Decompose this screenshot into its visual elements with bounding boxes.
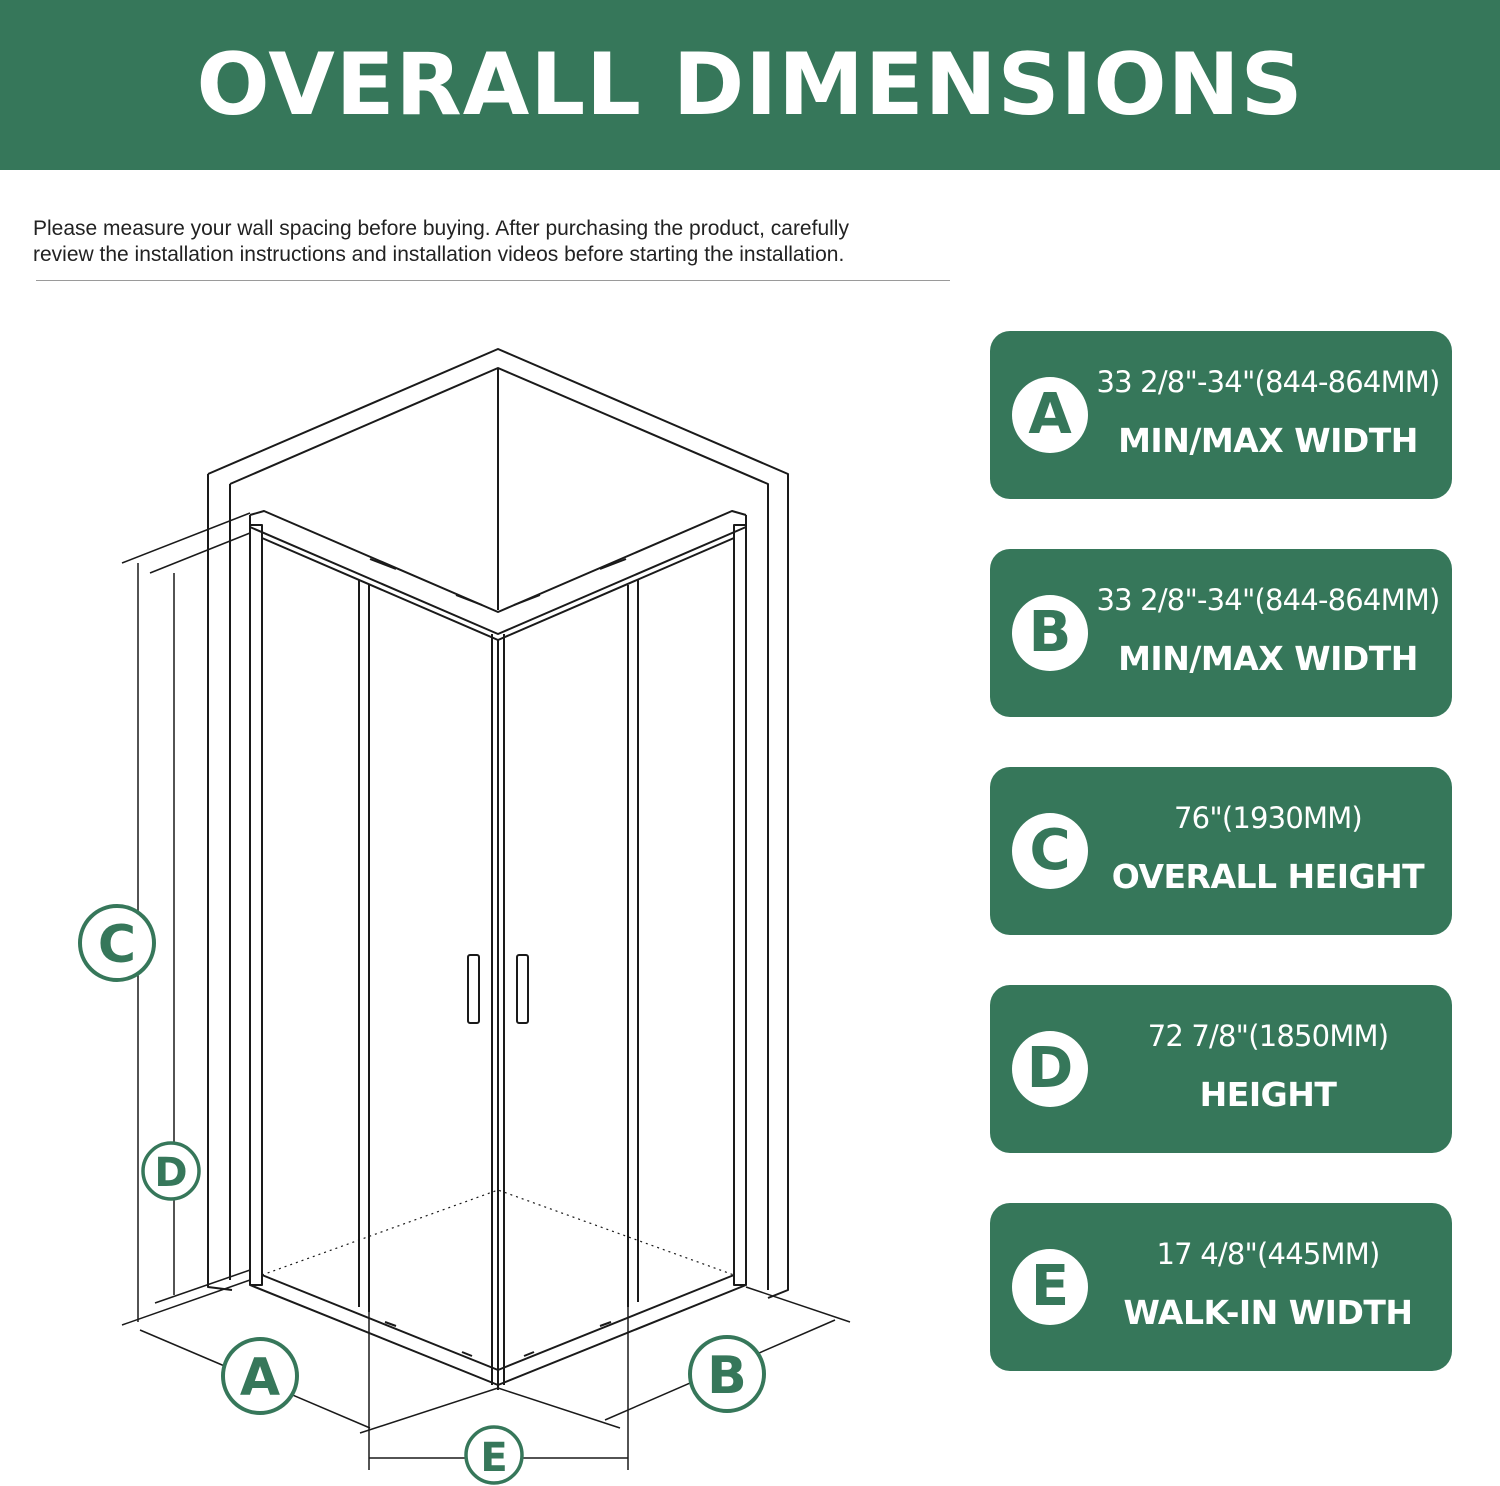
left-panel xyxy=(359,580,369,1312)
spec-label: MIN/MAX WIDTH xyxy=(1118,421,1418,460)
spec-list xyxy=(990,331,1452,1421)
spec-badge: C xyxy=(1012,813,1088,889)
spec-label: OVERALL HEIGHT xyxy=(1111,857,1425,896)
svg-text:B: B xyxy=(707,1346,747,1406)
page-title: OVERALL DIMENSIONS xyxy=(196,35,1304,135)
spec-badge: E xyxy=(1012,1249,1088,1325)
spec-card-d xyxy=(990,985,1452,1153)
svg-text:A: A xyxy=(239,1348,281,1408)
dimension-badge-d xyxy=(143,1143,199,1199)
spec-card-c xyxy=(990,767,1452,935)
dimension-badge-e xyxy=(466,1427,522,1483)
spec-value: 33 2/8"-34"(844-864MM) xyxy=(1096,583,1440,617)
dimension-badge-a xyxy=(223,1339,297,1413)
spec-card-a xyxy=(990,331,1452,499)
svg-text:E: E xyxy=(480,1435,508,1481)
spec-label: HEIGHT xyxy=(1199,1075,1337,1114)
spec-badge: B xyxy=(1012,595,1088,671)
dimension-badge-b xyxy=(690,1337,764,1411)
spec-value: 72 7/8"(1850MM) xyxy=(1147,1019,1389,1053)
spec-card-e xyxy=(990,1203,1452,1371)
spec-badge: A xyxy=(1012,377,1088,453)
right-panel xyxy=(628,580,638,1307)
spec-label: WALK-IN WIDTH xyxy=(1123,1293,1413,1332)
intro-line-2: review the installation instructions and installation videos before starting the installation. xyxy=(33,243,845,266)
spec-badge: D xyxy=(1012,1031,1088,1107)
spec-value: 17 4/8"(445MM) xyxy=(1156,1237,1380,1271)
dimension-badge-c xyxy=(80,906,154,980)
svg-text:C: C xyxy=(97,915,137,975)
corner-post xyxy=(492,634,504,1390)
spec-card-b xyxy=(990,549,1452,717)
spec-value: 33 2/8"-34"(844-864MM) xyxy=(1096,365,1440,399)
intro-line-1: Please measure your wall spacing before buying. After purchasing the product, carefully xyxy=(33,217,849,240)
spec-value: 76"(1930MM) xyxy=(1174,801,1362,835)
spec-label: MIN/MAX WIDTH xyxy=(1118,639,1418,678)
svg-text:D: D xyxy=(154,1150,188,1196)
